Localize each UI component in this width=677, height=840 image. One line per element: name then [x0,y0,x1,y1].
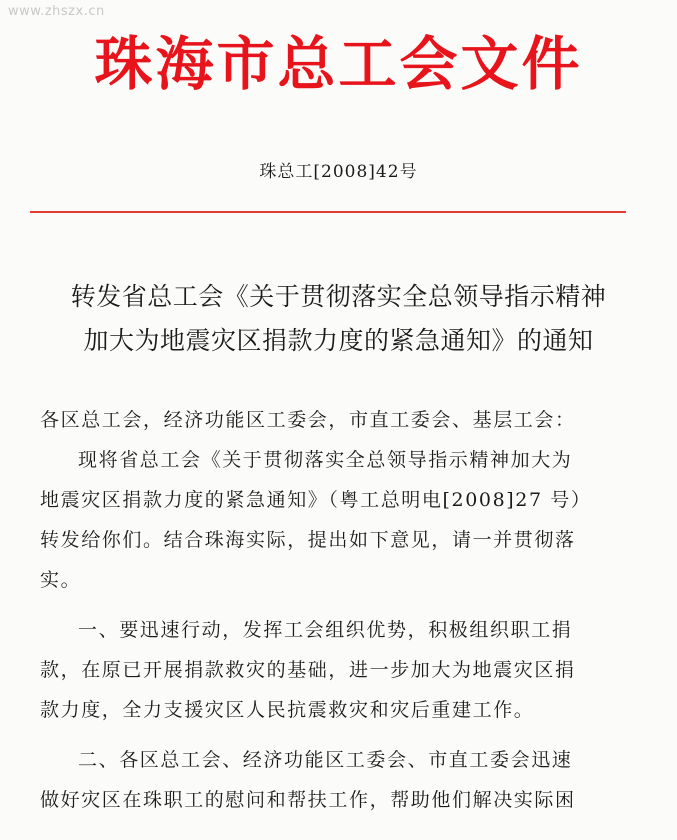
body-line: 地震灾区捐款力度的紧急通知》（粤工总明电[2008]27 号） [40,489,592,511]
body-line: 现将省总工会《关于贯彻落实全总领导指示精神加大为 [78,449,573,471]
document-header-title: 珠海市总工会文件 [94,30,583,98]
body-line: 实。 [40,569,82,591]
body-line: 款，在原已开展捐款救灾的基础，进一步加大为地震灾区捐 [40,659,576,681]
body-line: 做好灾区在珠职工的慰问和帮扶工作，帮助他们解决实际困 [40,789,576,811]
document-body [40,400,640,820]
body-line: 一、要迅速行动，发挥工会组织优势，积极组织职工捐 [78,619,573,641]
salutation: 各区总工会，经济功能区工委会，市直工委会、基层工会： [40,409,576,431]
notice-title-line-2: 加大为地震灾区捐款力度的紧急通知》的通知 [83,326,594,355]
watermark-text: www.zhszx.cn [8,4,105,19]
body-line: 二、各区总工会、经济功能区工委会、市直工委会迅速 [78,749,573,771]
document-number: 珠总工[2008]42号 [259,162,418,182]
body-line: 款力度，全力支援灾区人民抗震救灾和灾后重建工作。 [40,699,535,721]
notice-title [0,275,677,363]
header-divider-line [30,211,626,213]
body-line: 转发给你们。结合珠海实际，提出如下意见，请一并贯彻落 [40,529,576,551]
notice-title-line-1: 转发省总工会《关于贯彻落实全总领导指示精神 [70,282,607,311]
